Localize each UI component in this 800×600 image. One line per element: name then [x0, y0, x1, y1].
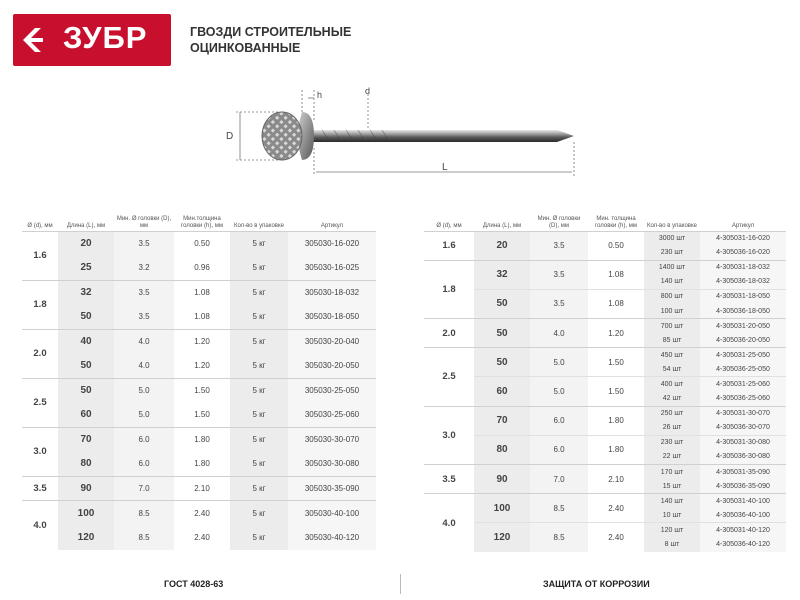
- footer-divider: [400, 574, 401, 594]
- header-pack-qty: Кол-во в упаковке: [646, 222, 697, 229]
- cell-pack-qty: 700 шт: [644, 319, 700, 334]
- table-row: [22, 501, 376, 526]
- table-row: [22, 354, 376, 379]
- cell-article: 305030-18-032: [288, 280, 376, 305]
- cell-length: 50: [58, 305, 114, 330]
- table-row: [22, 305, 376, 330]
- cell-head-diameter: 3.2: [114, 256, 174, 281]
- cell-head-diameter: 7.0: [530, 465, 588, 494]
- cell-head-diameter: 3.5: [114, 231, 174, 256]
- cell-diameter: 4.0: [424, 494, 474, 552]
- table-row: [22, 256, 376, 281]
- nail-diagram: [222, 86, 592, 182]
- cell-article: 305030-30-070: [288, 427, 376, 452]
- cell-diameter: 2.5: [424, 348, 474, 406]
- table-header-row: [424, 209, 786, 231]
- cell-article: 4-305036-25-060: [700, 392, 786, 407]
- cell-pack-qty: 5 кг: [230, 354, 288, 379]
- cell-length: 70: [58, 427, 114, 452]
- cell-pack-qty: 5 кг: [230, 256, 288, 281]
- product-title: [190, 24, 351, 56]
- cell-pack-qty: 800 шт: [644, 289, 700, 304]
- cell-length: 25: [58, 256, 114, 281]
- cell-article: 305030-18-050: [288, 305, 376, 330]
- cell-article: 305030-25-050: [288, 378, 376, 403]
- cell-pack-qty: 140 шт: [644, 494, 700, 509]
- table-row: [22, 525, 376, 550]
- cell-article: 305030-35-090: [288, 476, 376, 501]
- cell-pack-qty: 10 шт: [644, 508, 700, 523]
- cell-length: 50: [58, 378, 114, 403]
- cell-article: 4-305031-35-090: [700, 465, 786, 480]
- cell-length: 50: [474, 348, 530, 377]
- product-title-line2: ОЦИНКОВАННЫЕ: [190, 41, 301, 55]
- cell-length: 32: [474, 260, 530, 289]
- cell-head-thickness: 1.08: [174, 280, 230, 305]
- cell-pack-qty: 5 кг: [230, 305, 288, 330]
- header-length: Длина (L), мм: [482, 222, 522, 229]
- cell-head-thickness: 1.80: [174, 427, 230, 452]
- cell-article: 4-305031-18-050: [700, 289, 786, 304]
- nail-head-face: [262, 112, 302, 160]
- cell-head-diameter: 6.0: [114, 452, 174, 477]
- cell-head-thickness: 2.40: [174, 501, 230, 526]
- cell-pack-qty: 170 шт: [644, 465, 700, 480]
- cell-head-thickness: 2.10: [588, 465, 644, 494]
- table-row: [424, 435, 786, 450]
- cell-head-diameter: 5.0: [530, 348, 588, 377]
- header-article: Артикул: [731, 222, 755, 229]
- cell-pack-qty: 5 кг: [230, 378, 288, 403]
- cell-article: 4-305031-25-050: [700, 348, 786, 363]
- brand-name: ЗУБР: [63, 20, 148, 55]
- table-row: [22, 427, 376, 452]
- cell-head-thickness: 1.50: [174, 378, 230, 403]
- left-spec-table: [22, 209, 376, 550]
- cell-diameter: 4.0: [22, 501, 58, 550]
- cell-head-diameter: 3.5: [530, 260, 588, 289]
- header-pack-qty: Кол-во в упаковке: [233, 222, 284, 229]
- header-head-thickness: Мин. толщина головки (h), мм: [595, 215, 637, 229]
- table-row: [424, 260, 786, 275]
- cell-article: 305030-40-120: [288, 525, 376, 550]
- cell-article: 4-305036-18-032: [700, 275, 786, 290]
- cell-diameter: 1.6: [424, 231, 474, 260]
- table-row: [424, 289, 786, 304]
- cell-article: 4-305031-40-120: [700, 523, 786, 538]
- right-spec-table: [424, 209, 786, 552]
- cell-pack-qty: 5 кг: [230, 476, 288, 501]
- cell-length: 90: [474, 465, 530, 494]
- cell-length: 120: [58, 525, 114, 550]
- brand-emblem-icon: [21, 22, 57, 58]
- cell-head-thickness: 1.80: [588, 406, 644, 435]
- cell-head-diameter: 4.0: [114, 354, 174, 379]
- cell-head-thickness: 2.40: [588, 494, 644, 523]
- cell-article: 4-305036-25-050: [700, 362, 786, 377]
- cell-length: 90: [58, 476, 114, 501]
- cell-article: 4-305031-18-032: [700, 260, 786, 275]
- cell-head-thickness: 1.50: [588, 377, 644, 406]
- cell-diameter: 1.8: [424, 260, 474, 318]
- cell-head-thickness: 1.50: [194, 410, 210, 419]
- cell-pack-qty: 5 кг: [230, 427, 288, 452]
- cell-pack-qty: 5 кг: [230, 231, 288, 256]
- cell-article: 4-305036-40-120: [700, 537, 786, 552]
- cell-pack-qty: 8 шт: [644, 537, 700, 552]
- cell-article: 4-305031-16-020: [700, 231, 786, 246]
- header-head-thickness: Мин.толщина головки (h), мм: [181, 215, 223, 229]
- cell-length: 40: [58, 329, 114, 354]
- table-row: [22, 329, 376, 354]
- cell-pack-qty: 22 шт: [644, 450, 700, 465]
- cell-pack-qty: 5 кг: [230, 452, 288, 477]
- cell-article: 4-305036-20-050: [700, 333, 786, 348]
- header-head-diameter: Мин. Ø головки (D), мм: [537, 215, 581, 229]
- cell-head-thickness: 0.96: [194, 263, 210, 272]
- cell-length: 100: [474, 494, 530, 523]
- table-row: [424, 465, 786, 480]
- cell-diameter: 1.6: [22, 231, 58, 280]
- cell-pack-qty: 120 шт: [644, 523, 700, 538]
- cell-article: 305030-40-100: [288, 501, 376, 526]
- cell-pack-qty: 140 шт: [644, 275, 700, 290]
- cell-head-thickness: 1.08: [194, 312, 210, 321]
- cell-article: 4-305031-30-080: [700, 435, 786, 450]
- cell-article: 4-305031-40-100: [700, 494, 786, 509]
- cell-head-diameter: 6.0: [530, 406, 588, 435]
- cell-head-diameter: 5.0: [114, 378, 174, 403]
- cell-pack-qty: 54 шт: [644, 362, 700, 377]
- cell-article: 4-305036-30-080: [700, 450, 786, 465]
- cell-head-thickness: 1.20: [194, 361, 210, 370]
- header-length: Длина (L), мм: [66, 222, 106, 229]
- cell-article: 305030-20-050: [288, 354, 376, 379]
- cell-head-diameter: 6.0: [114, 427, 174, 452]
- cell-head-diameter: 5.0: [114, 403, 174, 428]
- table-header-row: [22, 209, 376, 231]
- cell-pack-qty: 15 шт: [644, 479, 700, 494]
- cell-pack-qty: 100 шт: [644, 304, 700, 319]
- cell-head-diameter: 3.5: [530, 231, 588, 260]
- cell-head-diameter: 4.0: [530, 319, 588, 348]
- cell-article: 305030-16-020: [288, 231, 376, 256]
- product-title-line1: ГВОЗДИ СТРОИТЕЛЬНЫЕ: [190, 25, 352, 39]
- cell-pack-qty: 1400 шт: [644, 260, 700, 275]
- cell-length: 20: [474, 231, 530, 260]
- cell-article: 305030-30-080: [288, 452, 376, 477]
- cell-pack-qty: 26 шт: [644, 421, 700, 436]
- nail-shank: [310, 130, 574, 142]
- cell-head-diameter: 7.0: [114, 476, 174, 501]
- header-article: Артикул: [320, 222, 344, 229]
- cell-article: 4-305036-40-100: [700, 508, 786, 523]
- cell-head-diameter: 3.5: [114, 280, 174, 305]
- cell-head-diameter: 8.5: [530, 494, 588, 523]
- cell-pack-qty: 3000 шт: [644, 231, 700, 246]
- cell-length: 70: [474, 406, 530, 435]
- cell-head-diameter: 3.5: [530, 289, 588, 318]
- cell-length: 32: [58, 280, 114, 305]
- cell-head-thickness: 1.80: [588, 435, 644, 464]
- table-row: [22, 452, 376, 477]
- table-row: [22, 378, 376, 403]
- cell-article: 4-305031-20-050: [700, 319, 786, 334]
- cell-head-thickness: 1.50: [588, 348, 644, 377]
- cell-pack-qty: 5 кг: [230, 525, 288, 550]
- cell-head-thickness: 2.40: [194, 532, 210, 542]
- cell-head-diameter: 8.5: [114, 525, 174, 550]
- cell-head-thickness: 0.50: [588, 231, 644, 260]
- cell-pack-qty: 5 кг: [230, 329, 288, 354]
- cell-length: 100: [58, 501, 114, 526]
- cell-pack-qty: 230 шт: [644, 246, 700, 261]
- cell-head-diameter: 5.0: [530, 377, 588, 406]
- cell-pack-qty: 230 шт: [644, 435, 700, 450]
- dimension-d-label: d: [365, 86, 371, 96]
- cell-diameter: 3.0: [424, 406, 474, 464]
- cell-diameter: 2.5: [22, 378, 58, 427]
- cell-length: 50: [58, 354, 114, 379]
- cell-head-thickness: 1.20: [588, 319, 644, 348]
- cell-article: 4-305036-35-090: [700, 479, 786, 494]
- cell-head-diameter: 8.5: [114, 501, 174, 526]
- cell-pack-qty: 250 шт: [644, 406, 700, 421]
- cell-pack-qty: 450 шт: [644, 348, 700, 363]
- cell-head-diameter: 6.0: [530, 435, 588, 464]
- cell-head-thickness: 2.40: [588, 523, 644, 552]
- cell-article: 4-305036-16-020: [700, 246, 786, 261]
- cell-head-diameter: 8.5: [530, 523, 588, 552]
- table-row: [22, 476, 376, 501]
- cell-diameter: 3.5: [424, 465, 474, 494]
- table-row: [424, 231, 786, 246]
- table-row: [424, 523, 786, 538]
- cell-article: 305030-20-040: [288, 329, 376, 354]
- cell-article: 4-305036-30-070: [700, 421, 786, 436]
- cell-pack-qty: 5 кг: [230, 501, 288, 526]
- header-diameter: Ø (d), мм: [27, 222, 53, 229]
- header-head-diameter: Мин. Ø головки (D), мм: [116, 215, 172, 229]
- cell-length: 20: [58, 231, 114, 256]
- dimension-L-label: L: [442, 162, 448, 173]
- cell-head-diameter: 3.5: [114, 305, 174, 330]
- cell-pack-qty: 5 кг: [230, 280, 288, 305]
- table-row: [22, 403, 376, 428]
- cell-head-diameter: 4.0: [114, 329, 174, 354]
- cell-length: 80: [58, 452, 114, 477]
- dimension-h-label: h: [317, 90, 323, 100]
- header-diameter: Ø (d), мм: [436, 222, 462, 229]
- cell-diameter: 2.0: [424, 319, 474, 348]
- cell-head-thickness: 0.50: [174, 231, 230, 256]
- table-row: [424, 406, 786, 421]
- cell-article: 4-305031-25-060: [700, 377, 786, 392]
- cell-article: 305030-16-025: [288, 256, 376, 281]
- cell-head-thickness: 1.08: [588, 289, 644, 318]
- table-row: [424, 319, 786, 334]
- table-row: [424, 377, 786, 392]
- cell-diameter: 3.5: [22, 476, 58, 501]
- cell-head-thickness: 1.20: [174, 329, 230, 354]
- cell-length: 50: [474, 289, 530, 318]
- table-row: [424, 494, 786, 509]
- cell-head-thickness: 2.10: [174, 476, 230, 501]
- brand-logo: [13, 14, 171, 66]
- cell-length: 60: [58, 403, 114, 428]
- cell-length: 50: [474, 319, 530, 348]
- cell-article: 4-305036-18-050: [700, 304, 786, 319]
- cell-diameter: 2.0: [22, 329, 58, 378]
- cell-head-thickness: 1.80: [194, 459, 210, 468]
- cell-head-thickness: 1.08: [588, 260, 644, 289]
- cell-diameter: 3.0: [22, 427, 58, 476]
- cell-length: 60: [474, 377, 530, 406]
- footer-standard: ГОСТ 4028-63: [164, 579, 224, 589]
- footer-corrosion: ЗАЩИТА ОТ КОРРОЗИИ: [543, 579, 650, 589]
- table-row: [424, 348, 786, 363]
- table-row: [22, 231, 376, 256]
- cell-article: 4-305031-30-070: [700, 406, 786, 421]
- cell-pack-qty: 400 шт: [644, 377, 700, 392]
- cell-length: 120: [474, 523, 530, 552]
- dimension-D-label: D: [226, 131, 234, 142]
- cell-diameter: 1.8: [22, 280, 58, 329]
- cell-pack-qty: 5 кг: [230, 403, 288, 428]
- cell-length: 80: [474, 435, 530, 464]
- cell-pack-qty: 42 шт: [644, 392, 700, 407]
- cell-pack-qty: 85 шт: [644, 333, 700, 348]
- table-row: [22, 280, 376, 305]
- cell-article: 305030-25-060: [288, 403, 376, 428]
